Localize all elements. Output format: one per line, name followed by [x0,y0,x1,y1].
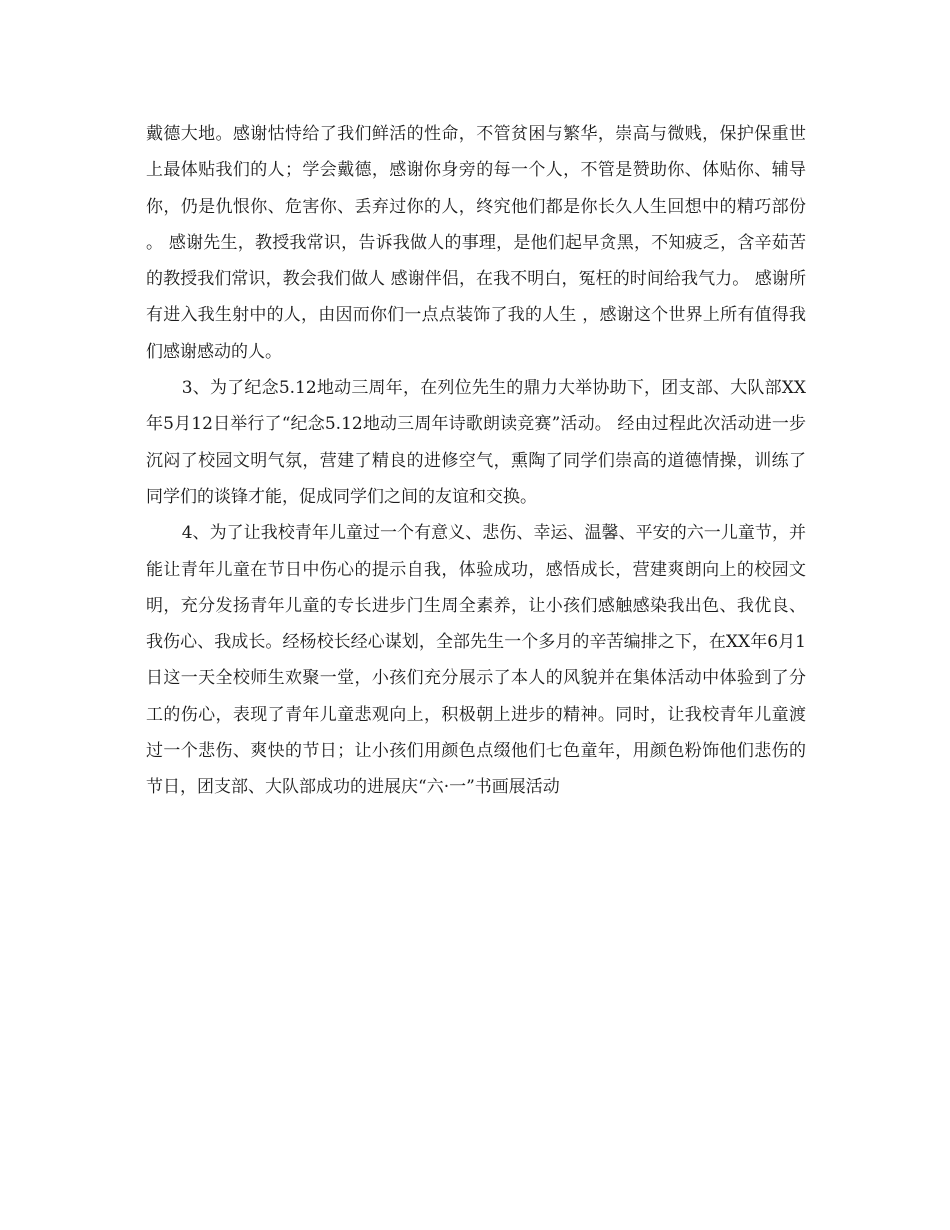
document-page [146,116,806,806]
paragraph-childrens-day: 4、为了让我校青年儿童过一个有意义、悲伤、幸运、温馨、平安的六一儿童节，并能让青年儿童在节日中伤心的提示自我，体验成功，感悟成长，营建爽朗向上的校园文明，充分发扬青年儿童的专长进步门生周全素养，让小孩们感触感染我出色、我优良、我伤心、我成长。经杨校长经心谋划，全部先生一个多月的辛苦编排之下，在XX年6月1日这一天全校师生欢聚一堂，小孩们充分展示了本人的风貌并在集体活动中体验到了分工的伤心，表现了青年儿童悲观向上，积极朝上进步的精神。同时，让我校青年儿童渡过一个悲伤、爽快的节日；让小孩们用颜色点缀他们七色童年，用颜色粉饰他们悲伤的节日，团支部、大队部成功的进展庆“六·一”书画展活动 [146,523,806,798]
paragraph-poetry-contest: 3、为了纪念5.12地动三周年，在列位先生的鼎力大举协助下，团支部、大队部XX年5月12日举行了“纪念5.12地动三周年诗歌朗读竞赛”活动。 经由过程此次活动进一步沉闷了校园文明气氛，营建了精良的进修空气，熏陶了同学们崇高的道德情操，训练了同学们的谈锋才能，促成同学们之间的友谊和交换。 [146,378,806,507]
paragraph-gratitude: 戴德大地。感谢怙恃给了我们鲜活的性命，不管贫困与繁华，崇高与微贱，保护保重世上最体贴我们的人；学会戴德，感谢你身旁的每一个人，不管是赞助你、体贴你、辅导你，仍是仇恨你、危害你、丢弃过你的人，终究他们都是你长久人生回想中的精巧部份。 感谢先生，教授我常识，告诉我做人的事理，是他们起早贪黑，不知疲乏，含辛茹苦的教授我们常识，教会我们做人 感谢伴侣，在我不明白，冤枉的时间给我气力。 感谢所有进入我生射中的人，由因而你们一点点装饰了我的人生 ，感谢这个世界上所有值得我们感谢感动的人。 [146,124,806,362]
